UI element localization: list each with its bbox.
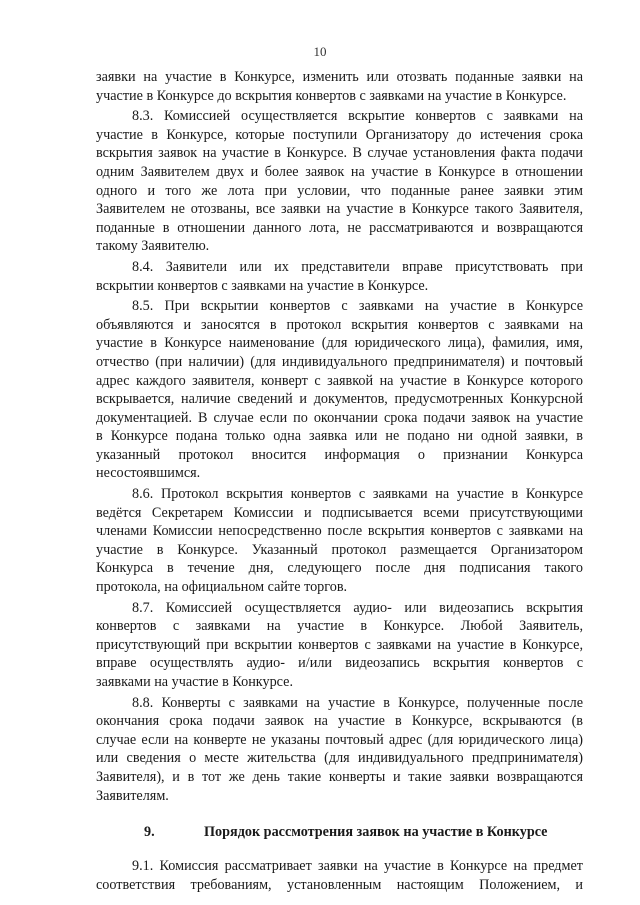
text-line: Заявителям. <box>96 787 169 804</box>
text-line: 8.5. При вскрытии конвертов с заявками на участие в Конкурсе <box>132 298 583 315</box>
text-line: 8.8. Конверты с заявками на участие в Конкурсе, полученные после <box>132 694 583 711</box>
document-body <box>96 68 583 894</box>
text-line: протокола, на официальном сайте торгов. <box>96 579 348 596</box>
text-line: Конкурса в течение дня, следующего после дня подписания такого <box>96 560 583 577</box>
text-line: или сведения о месте жительства (для индивидуального предпринимателя) <box>96 750 583 767</box>
text-line: 8.4. Заявители или их представители вправе присутствовать при <box>132 258 583 275</box>
paragraph <box>96 485 583 597</box>
text-line: Заявителем не отозваны, все заявки на участие в Конкурсе такого Заявителя, <box>96 201 583 218</box>
text-line: заявки на участие в Конкурсе, изменить или отозвать поданные заявки на <box>96 69 583 85</box>
paragraph <box>96 68 583 105</box>
page-number: 10 <box>313 44 327 59</box>
text-line: Заявителя), и в тот же день такие конверты и такие заявки возвращаются <box>96 768 583 785</box>
text-line: заявками на участие в Конкурсе. <box>96 674 293 690</box>
text-line: участие в Конкурсе. Указанный протокол размещается Организатором <box>96 541 583 558</box>
text-line: вскрытия заявок на участие в Конкурсе. В случае установления факта подачи <box>96 145 583 162</box>
text-line: 8.6. Протокол вскрытия конвертов с заявками на участие в Конкурсе <box>132 486 583 503</box>
text-line: в Конкурсе подана только одна заявка или не подано ни одной заявки, в <box>96 428 583 445</box>
text-line: одного и того же лота при условии, что поданные ранее заявки этим <box>96 182 583 199</box>
text-line: 9.1. Комиссия рассматривает заявки на участие в Конкурсе на предмет <box>132 858 583 875</box>
text-line: участие в Конкурсе наименование (для юридического лица), фамилия, имя, <box>96 335 583 352</box>
text-line: вскрытии конвертов с заявками на участие в Конкурсе. <box>96 277 429 294</box>
text-line: членами Комиссии непосредственно после вскрытия конвертов с заявками на <box>96 523 583 540</box>
text-line: отчество (при наличии) (для индивидуального предпринимателя) и почтовый <box>96 353 583 370</box>
text-line: 8.7. Комиссией осуществляется аудио- или видеозапись вскрытия <box>132 599 583 616</box>
text-line: конвертов с заявками на участие в Конкурсе. Любой Заявитель, <box>96 618 583 635</box>
text-line: 8.3. Комиссией осуществляется вскрытие конвертов с заявками на <box>132 108 583 125</box>
paragraph <box>96 599 583 692</box>
paragraph <box>96 258 583 295</box>
text-line: участие в Конкурсе, которые поступили Организатору до истечения срока <box>96 126 583 143</box>
text-line: соответствия требованиям, установленным настоящим Положением, и <box>96 876 583 893</box>
section-heading <box>96 823 583 843</box>
text-line: участие в Конкурсе до вскрытия конвертов с заявками на участие в Конкурсе. <box>96 87 567 104</box>
text-line: документацией. В случае если по окончании срока подачи заявок на участие <box>96 409 583 426</box>
paragraphs <box>96 68 583 805</box>
paragraph-9-1 <box>96 857 583 894</box>
text-line: случае если на конверте не указаны почтовый адрес (для юридического лица) <box>96 731 583 748</box>
text-line: одним Заявителем двух и более заявок на участие в Конкурсе в отношении <box>96 163 583 180</box>
text-line: окончания срока подачи заявок на участие в Конкурсе, вскрываются (в <box>96 713 583 730</box>
text-line: несостоявшимся. <box>96 465 201 482</box>
section-title: Порядок рассмотрения заявок на участие в Конкурсе <box>204 824 548 841</box>
text-line: указанный протокол вносится информация о признании Конкурса <box>96 446 583 463</box>
text-line: присутствующий при вскрытии конвертов с заявками на участие в Конкурсе, <box>96 636 583 653</box>
text-line: вправе осуществлять аудио- и/или видеозапись вскрытия конвертов с <box>96 655 583 672</box>
text-line: объявляются и заносятся в протокол вскрытия конвертов с заявками на <box>96 316 583 333</box>
paragraph <box>96 694 583 806</box>
text-line: адрес каждого заявителя, конверт с заявкой на участие в Конкурсе которого <box>96 372 583 389</box>
paragraph <box>96 107 583 256</box>
paragraph <box>96 297 583 483</box>
text-line: поданные в отношении данного лота, не рассматриваются и возвращаются <box>96 219 583 236</box>
text-line: ведётся Секретарем Комиссии и подписывается всеми присутствующими <box>96 504 583 521</box>
section-number: 9. <box>144 824 155 841</box>
text-line: вскрывается, наличие сведений и документов, предусмотренных Конкурсной <box>96 391 583 408</box>
text-line: такому Заявителю. <box>96 238 210 255</box>
